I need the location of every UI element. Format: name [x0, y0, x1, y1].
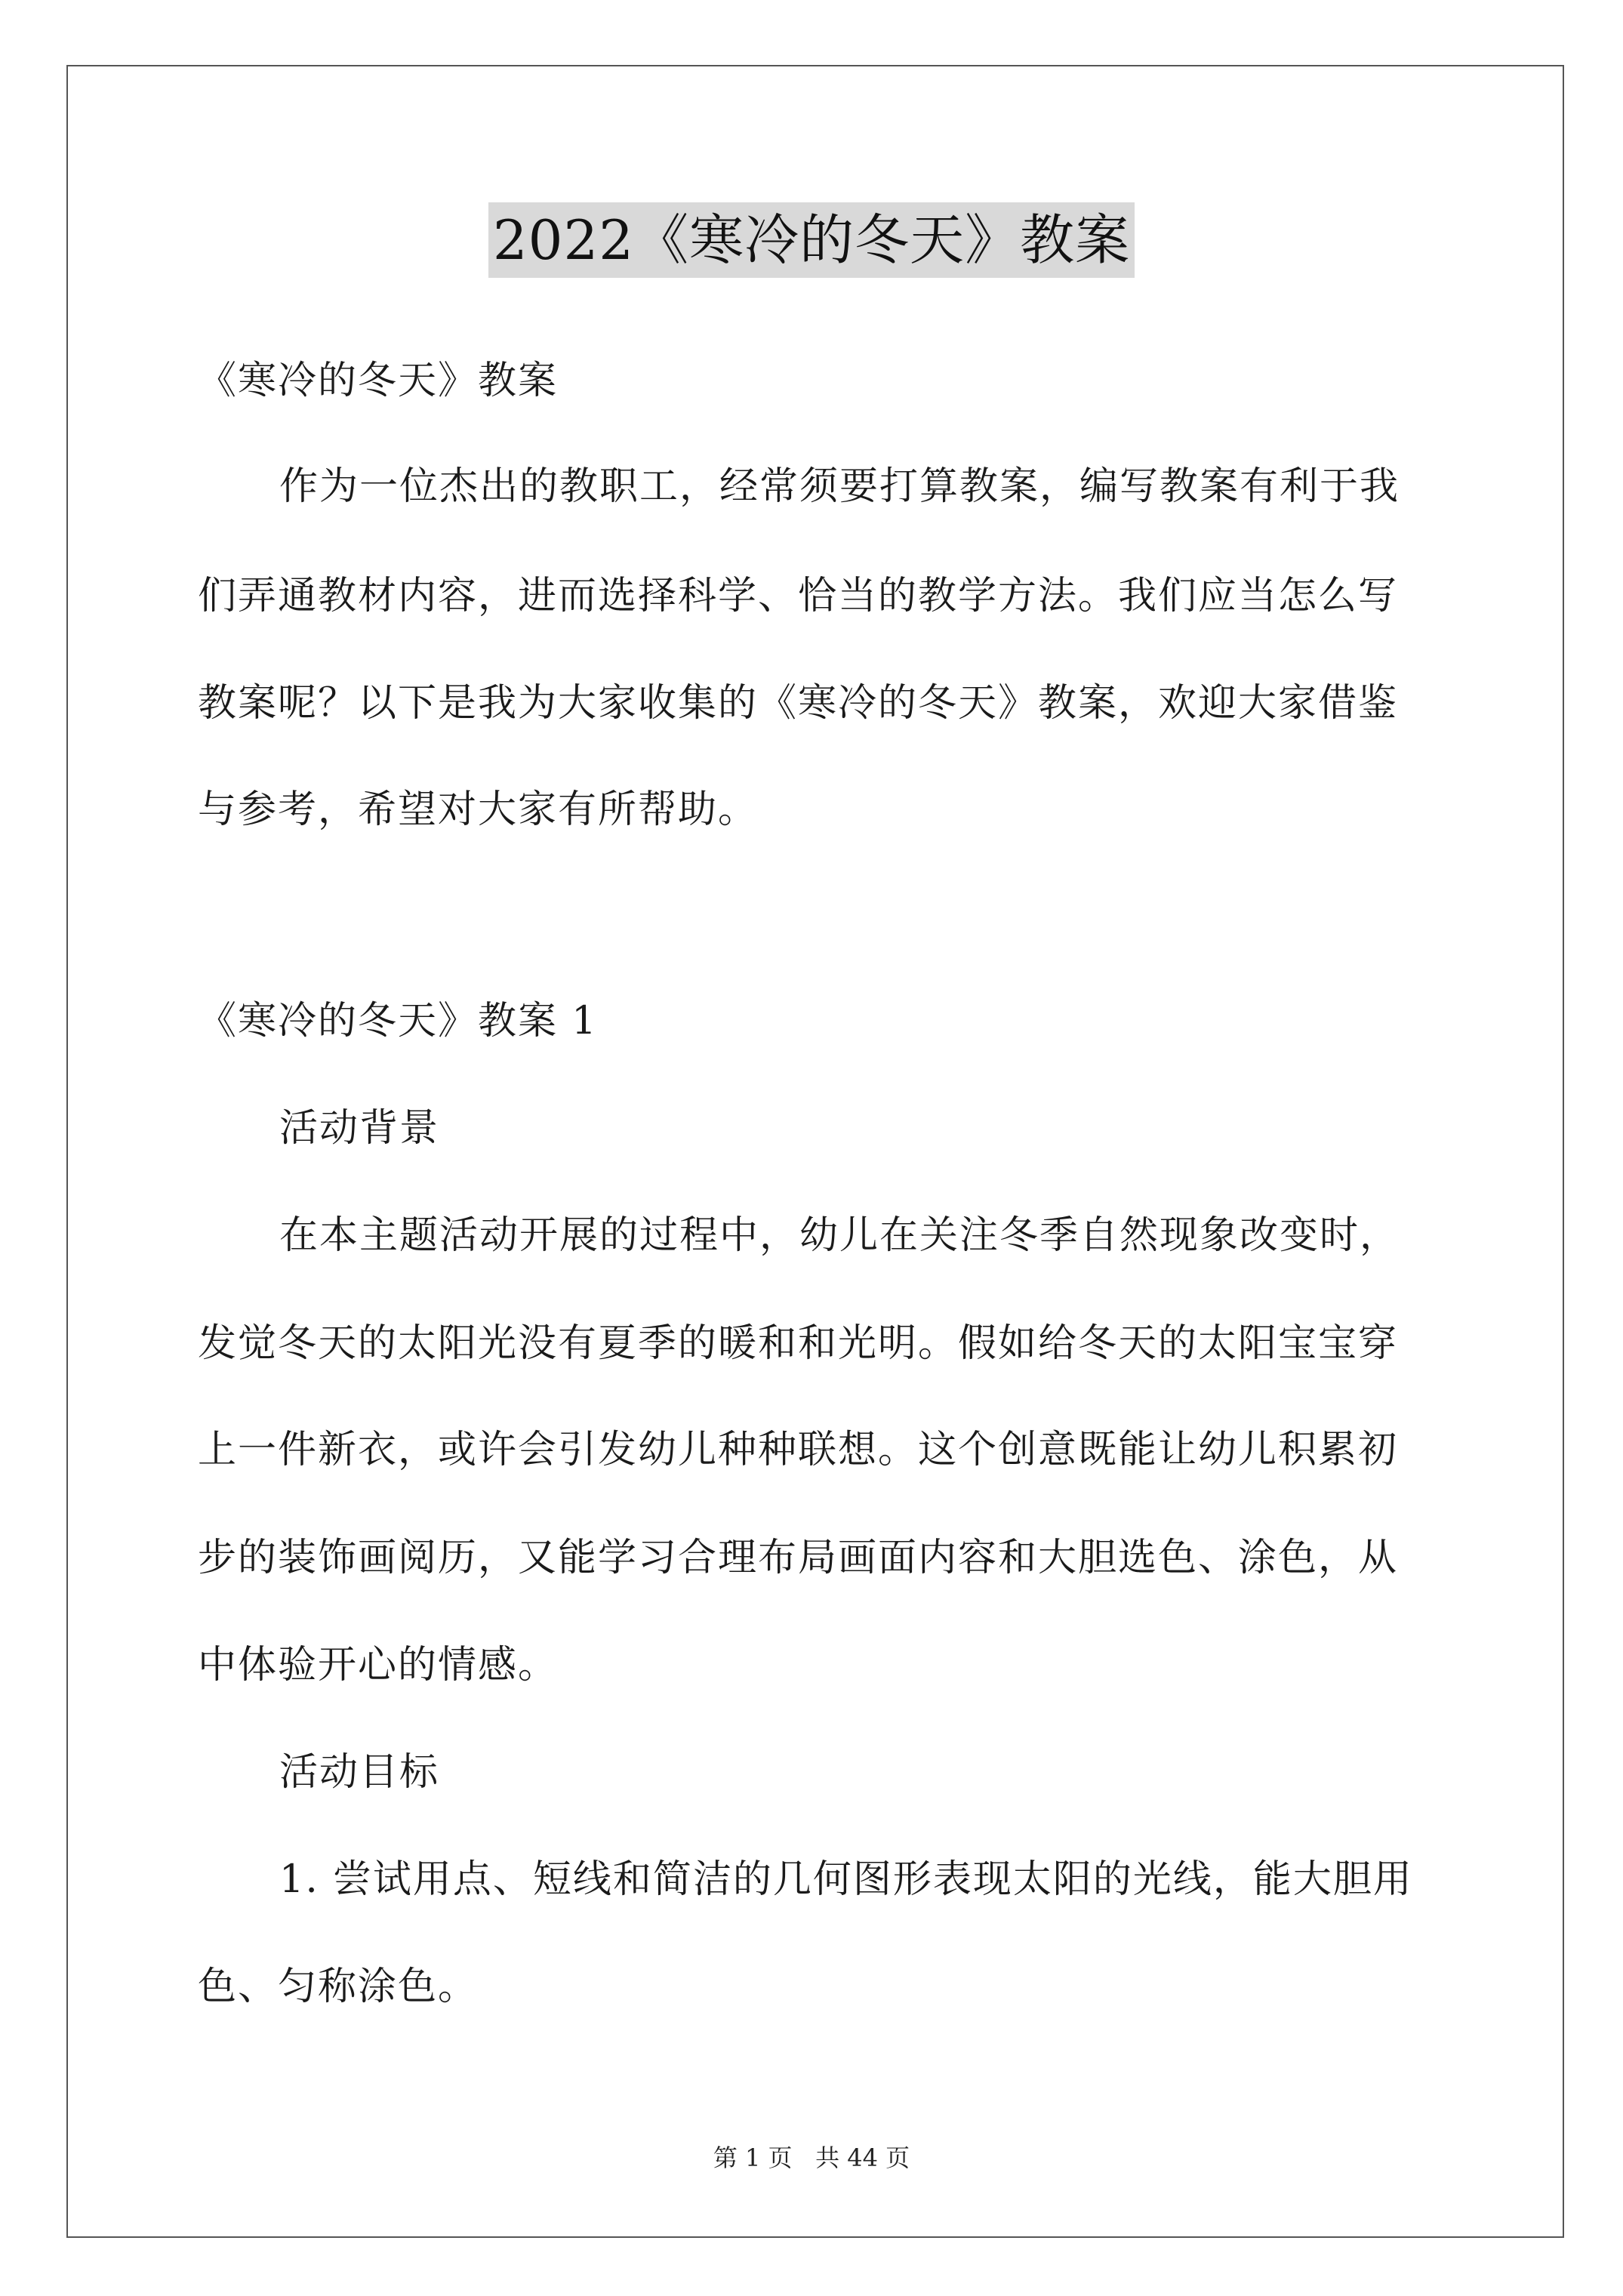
intro-line-4: 与参考，希望对大家有所帮助。 — [198, 787, 759, 832]
intro-line-3: 教案呢？以下是我为大家收集的《寒冷的冬天》教案，欢迎大家借鉴 — [198, 681, 1399, 726]
goals-heading: 活动目标 — [279, 1750, 440, 1795]
background-line-4: 步的装饰画阅历，又能学习合理布局画面内容和大胆选色、涂色，从 — [198, 1536, 1399, 1580]
section-heading: 《寒冷的冬天》教案 1 — [198, 999, 598, 1043]
background-line-2: 发觉冬天的太阳光没有夏季的暖和和光明。假如给冬天的太阳宝宝穿 — [198, 1321, 1399, 1366]
background-line-3: 上一件新衣，或许会引发幼儿种种联想。这个创意既能让幼儿积累初 — [198, 1428, 1399, 1472]
intro-line-1: 作为一位杰出的教职工，经常须要打算教案，编写教案有利于我 — [279, 464, 1400, 509]
title-container — [0, 202, 1623, 278]
background-heading: 活动背景 — [279, 1106, 440, 1151]
document-subtitle: 《寒冷的冬天》教案 — [198, 359, 559, 403]
document-title: 2022《寒冷的冬天》教案 — [488, 202, 1135, 278]
goal-1-line-1: 1. 尝试用点、短线和简洁的几何图形表现太阳的光线，能大胆用 — [279, 1857, 1413, 1902]
background-line-5: 中体验开心的情感。 — [198, 1643, 559, 1687]
page-number-footer: 第 1 页 共 44 页 — [713, 2143, 910, 2172]
goal-1-line-2: 色、匀称涂色。 — [198, 1965, 479, 2009]
background-line-1: 在本主题活动开展的过程中，幼儿在关注冬季自然现象改变时， — [279, 1213, 1400, 1258]
intro-line-2: 们弄通教材内容，进而选择科学、恰当的教学方法。我们应当怎么写 — [198, 574, 1399, 618]
